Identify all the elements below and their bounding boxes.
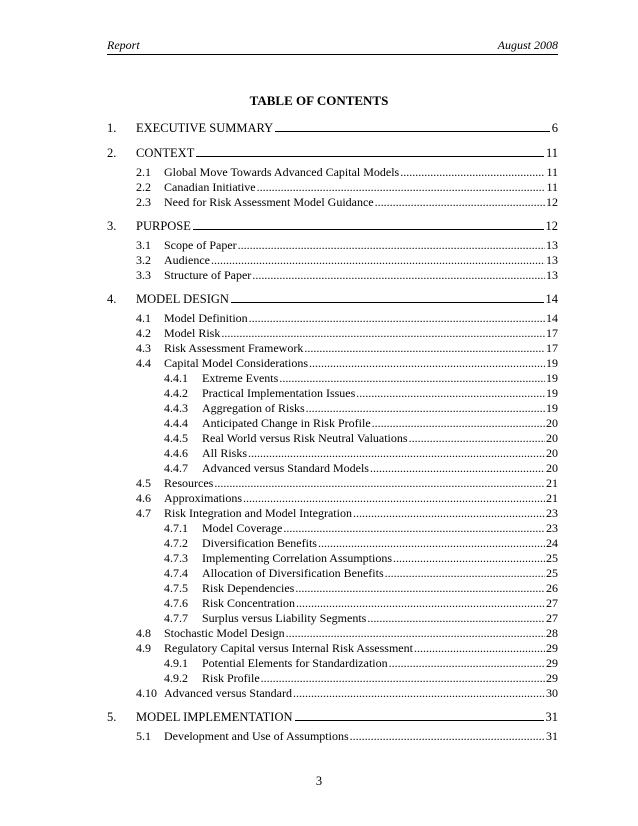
toc-entry-page: 30 xyxy=(546,686,558,700)
toc-leader xyxy=(350,729,545,744)
toc-leader xyxy=(370,461,545,476)
toc-entry-number: 4.4 xyxy=(136,356,151,370)
toc-entry-number: 4.1 xyxy=(136,311,151,325)
toc-leader xyxy=(261,671,545,686)
toc-entry-number: 4.7 xyxy=(136,506,151,520)
toc-subsection-entry[interactable] xyxy=(107,641,558,656)
toc-subsection-entry[interactable] xyxy=(107,253,558,268)
toc-leader xyxy=(248,446,545,461)
toc-leader xyxy=(221,326,545,341)
toc-entry-label: Global Move Towards Advanced Capital Models xyxy=(164,165,400,179)
toc-entry-number: 1. xyxy=(107,121,117,135)
toc-entry-page: 11 xyxy=(545,146,558,160)
toc-subsubsection-entry[interactable] xyxy=(107,596,558,611)
toc-entry-label: Scope of Paper xyxy=(164,238,237,252)
toc-subsubsection-entry[interactable] xyxy=(107,656,558,671)
toc-entry-number: 4.9.2 xyxy=(164,671,188,685)
toc-leader xyxy=(279,371,545,386)
toc-leader xyxy=(356,386,545,401)
toc-entry-number: 5.1 xyxy=(136,729,151,743)
toc-leader xyxy=(286,626,545,641)
toc-leader xyxy=(196,145,544,157)
header-right: August 2008 xyxy=(497,38,558,52)
toc-leader xyxy=(304,341,545,356)
toc-entry-number: 4.7.4 xyxy=(164,566,188,580)
toc-entry-label: Audience xyxy=(164,253,210,267)
toc-entry-number: 4.4.4 xyxy=(164,416,188,430)
toc-subsubsection-entry[interactable] xyxy=(107,671,558,686)
toc-entry-label: Model Definition xyxy=(164,311,248,325)
toc-entry-number: 4.6 xyxy=(136,491,151,505)
toc-entry-number: 4.9.1 xyxy=(164,656,188,670)
toc-entry-label: Diversification Benefits xyxy=(202,536,317,550)
toc-entry-page: 12 xyxy=(545,219,558,233)
toc-entry-label: MODEL DESIGN xyxy=(136,292,229,306)
toc-leader xyxy=(306,401,545,416)
toc-entry-page: 13 xyxy=(546,253,558,267)
toc-entry-page: 19 xyxy=(546,386,558,400)
toc-leader xyxy=(372,416,545,431)
toc-entry-number: 3. xyxy=(107,219,117,233)
toc-entry-label: Development and Use of Assumptions xyxy=(164,729,349,743)
toc-subsection-entry[interactable] xyxy=(107,180,558,195)
toc-leader xyxy=(309,356,545,371)
toc-subsection-entry[interactable] xyxy=(107,476,558,491)
toc-entry-page: 23 xyxy=(546,506,558,520)
toc-section xyxy=(107,709,558,744)
toc-entry-number: 4.4.1 xyxy=(164,371,188,385)
toc-entry-label: Regulatory Capital versus Internal Risk Assessment xyxy=(164,641,413,655)
toc-entry-number: 4.7.2 xyxy=(164,536,188,550)
toc-section xyxy=(107,120,558,137)
toc-entry-page: 19 xyxy=(546,401,558,415)
toc-subsection-entry[interactable] xyxy=(107,326,558,341)
toc-entry-page: 31 xyxy=(546,729,558,743)
toc-entry-page: 11 xyxy=(546,180,558,194)
toc-subsubsection-entry[interactable] xyxy=(107,461,558,476)
toc-entry-number: 2. xyxy=(107,146,117,160)
toc-entry-page: 23 xyxy=(546,521,558,535)
toc-entry-page: 13 xyxy=(546,268,558,282)
toc-entry-label: Extreme Events xyxy=(202,371,279,385)
toc-entry-label: Model Coverage xyxy=(202,521,283,535)
toc-leader xyxy=(249,311,545,326)
toc-subsection-entry[interactable] xyxy=(107,356,558,371)
toc-entry-page: 24 xyxy=(546,536,558,550)
toc-subsubsection-entry[interactable] xyxy=(107,401,558,416)
toc-entry-page: 21 xyxy=(546,476,558,490)
toc-entry-label: Risk Profile xyxy=(202,671,260,685)
toc-entry-number: 4.7.7 xyxy=(164,611,188,625)
toc-entry-number: 4.4.7 xyxy=(164,461,188,475)
toc-entry-page: 29 xyxy=(546,641,558,655)
toc-entry-number: 3.2 xyxy=(136,253,151,267)
toc-leader xyxy=(295,709,544,721)
toc-entry-label: Stochastic Model Design xyxy=(164,626,285,640)
toc-entry-label: Need for Risk Assessment Model Guidance xyxy=(164,195,374,209)
toc-entry-page: 14 xyxy=(545,292,558,306)
toc-subsection-entry[interactable] xyxy=(107,729,558,744)
toc-entry-label: Risk Assessment Framework xyxy=(164,341,304,355)
toc-entry-page: 17 xyxy=(546,341,558,355)
toc-subsubsection-entry[interactable] xyxy=(107,371,558,386)
toc-leader xyxy=(393,551,545,566)
toc-entry-label: Risk Concentration xyxy=(202,596,295,610)
toc-entry-number: 4.3 xyxy=(136,341,151,355)
toc-entry-label: All Risks xyxy=(202,446,248,460)
toc-subsection-entry[interactable] xyxy=(107,268,558,283)
toc-subsubsection-entry[interactable] xyxy=(107,551,558,566)
toc-section-entry[interactable] xyxy=(107,291,558,308)
toc-section-entry[interactable] xyxy=(107,709,558,726)
toc-leader xyxy=(293,686,545,701)
toc-entry-number: 4.7.5 xyxy=(164,581,188,595)
toc-entry-number: 4.7.6 xyxy=(164,596,188,610)
toc-entry-number: 2.1 xyxy=(136,165,151,179)
toc-entry-page: 20 xyxy=(546,416,558,430)
toc-subsection-entry[interactable] xyxy=(107,491,558,506)
toc-leader xyxy=(295,581,545,596)
toc-entry-label: Advanced versus Standard xyxy=(164,686,292,700)
toc-entry-page: 17 xyxy=(546,326,558,340)
toc-entry-label: Potential Elements for Standardization xyxy=(202,656,388,670)
toc-entry-number: 2.3 xyxy=(136,195,151,209)
toc-section-entry[interactable] xyxy=(107,218,558,235)
toc-entry-page: 6 xyxy=(551,121,558,135)
toc-subsubsection-entry[interactable] xyxy=(107,566,558,581)
page-header xyxy=(107,38,558,55)
toc-leader xyxy=(409,431,545,446)
toc-subsection-entry[interactable] xyxy=(107,311,558,326)
toc-leader xyxy=(400,165,545,180)
toc-entry-label: Allocation of Diversification Benefits xyxy=(202,566,384,580)
toc-entry-label: Real World versus Risk Neutral Valuations xyxy=(202,431,408,445)
toc-leader xyxy=(385,566,545,581)
toc-entry-label: Capital Model Considerations xyxy=(164,356,308,370)
toc-leader xyxy=(275,120,550,132)
toc-leader xyxy=(231,291,544,303)
toc-entry-page: 28 xyxy=(546,626,558,640)
toc-leader xyxy=(243,491,545,506)
toc-entry-label: Advanced versus Standard Models xyxy=(202,461,369,475)
toc-section-entry[interactable] xyxy=(107,145,558,162)
toc-subsubsection-entry[interactable] xyxy=(107,521,558,536)
toc-leader xyxy=(318,536,545,551)
toc-subsection-entry[interactable] xyxy=(107,341,558,356)
toc-entry-number: 5. xyxy=(107,710,117,724)
toc-entry-label: Resources xyxy=(164,476,214,490)
toc-leader xyxy=(375,195,545,210)
toc-entry-number: 4.4.6 xyxy=(164,446,188,460)
toc-leader xyxy=(257,180,546,195)
toc-entry-page: 25 xyxy=(546,551,558,565)
toc-entry-page: 11 xyxy=(546,165,558,179)
toc-leader xyxy=(283,521,545,536)
toc-section xyxy=(107,145,558,210)
toc-entry-label: Implementing Correlation Assumptions xyxy=(202,551,392,565)
toc-subsection-entry[interactable] xyxy=(107,686,558,701)
toc-leader xyxy=(238,238,545,253)
toc-entry-number: 4. xyxy=(107,292,117,306)
toc-leader xyxy=(193,218,544,230)
toc-entry-page: 14 xyxy=(546,311,558,325)
toc-entry-page: 29 xyxy=(546,656,558,670)
toc-entry-page: 19 xyxy=(546,371,558,385)
toc-title: TABLE OF CONTENTS xyxy=(249,93,389,108)
toc-subsubsection-entry[interactable] xyxy=(107,431,558,446)
toc-section xyxy=(107,218,558,283)
toc-leader xyxy=(414,641,545,656)
toc-entry-page: 20 xyxy=(546,446,558,460)
toc-entry-label: Surplus versus Liability Segments xyxy=(202,611,367,625)
toc-entry-label: Model Risk xyxy=(164,326,221,340)
toc-leader xyxy=(252,268,545,283)
toc-entry-label: Canadian Initiative xyxy=(164,180,256,194)
table-of-contents xyxy=(107,120,558,752)
toc-entry-label: Structure of Paper xyxy=(164,268,252,282)
toc-entry-page: 21 xyxy=(546,491,558,505)
toc-entry-number: 2.2 xyxy=(136,180,151,194)
toc-entry-number: 4.10 xyxy=(136,686,157,700)
toc-entry-page: 26 xyxy=(546,581,558,595)
toc-subsection-entry[interactable] xyxy=(107,506,558,521)
toc-entry-page: 19 xyxy=(546,356,558,370)
toc-entry-page: 20 xyxy=(546,431,558,445)
toc-subsubsection-entry[interactable] xyxy=(107,416,558,431)
toc-leader xyxy=(389,656,545,671)
toc-entry-number: 4.4.5 xyxy=(164,431,188,445)
toc-entry-number: 3.1 xyxy=(136,238,151,252)
toc-entry-page: 31 xyxy=(545,710,558,724)
toc-entry-label: EXECUTIVE SUMMARY xyxy=(136,121,274,135)
toc-entry-number: 4.2 xyxy=(136,326,151,340)
toc-entry-number: 4.4.2 xyxy=(164,386,188,400)
toc-entry-number: 3.3 xyxy=(136,268,151,282)
toc-entry-number: 4.7.1 xyxy=(164,521,188,535)
toc-entry-page: 29 xyxy=(546,671,558,685)
toc-entry-number: 4.9 xyxy=(136,641,151,655)
toc-entry-page: 20 xyxy=(546,461,558,475)
toc-subsubsection-entry[interactable] xyxy=(107,446,558,461)
toc-entry-label: Anticipated Change in Risk Profile xyxy=(202,416,371,430)
toc-subsubsection-entry[interactable] xyxy=(107,611,558,626)
toc-entry-label: Practical Implementation Issues xyxy=(202,386,356,400)
toc-entry-number: 4.5 xyxy=(136,476,151,490)
toc-subsection-entry[interactable] xyxy=(107,238,558,253)
toc-entry-number: 4.4.3 xyxy=(164,401,188,415)
toc-subsubsection-entry[interactable] xyxy=(107,386,558,401)
toc-subsection-entry[interactable] xyxy=(107,626,558,641)
toc-entry-label: MODEL IMPLEMENTATION xyxy=(136,710,293,724)
toc-leader xyxy=(211,253,545,268)
toc-entry-label: Aggregation of Risks xyxy=(202,401,305,415)
toc-leader xyxy=(353,506,545,521)
toc-entry-number: 4.8 xyxy=(136,626,151,640)
toc-entry-page: 27 xyxy=(546,596,558,610)
toc-entry-label: Risk Integration and Model Integration xyxy=(164,506,352,520)
toc-leader xyxy=(214,476,545,491)
toc-entry-label: Risk Dependencies xyxy=(202,581,295,595)
toc-entry-page: 27 xyxy=(546,611,558,625)
toc-entry-page: 12 xyxy=(546,195,558,209)
toc-entry-label: PURPOSE xyxy=(136,219,191,233)
toc-section xyxy=(107,291,558,701)
toc-entry-label: CONTEXT xyxy=(136,146,195,160)
page-number: 3 xyxy=(315,774,323,788)
toc-entry-label: Approximations xyxy=(164,491,242,505)
header-left: Report xyxy=(107,38,140,52)
toc-leader xyxy=(367,611,545,626)
toc-leader xyxy=(296,596,545,611)
toc-subsubsection-entry[interactable] xyxy=(107,536,558,551)
toc-entry-number: 4.7.3 xyxy=(164,551,188,565)
toc-subsubsection-entry[interactable] xyxy=(107,581,558,596)
toc-entry-page: 25 xyxy=(546,566,558,580)
toc-subsection-entry[interactable] xyxy=(107,165,558,180)
toc-entry-page: 13 xyxy=(546,238,558,252)
toc-section-entry[interactable] xyxy=(107,120,558,137)
toc-subsection-entry[interactable] xyxy=(107,195,558,210)
